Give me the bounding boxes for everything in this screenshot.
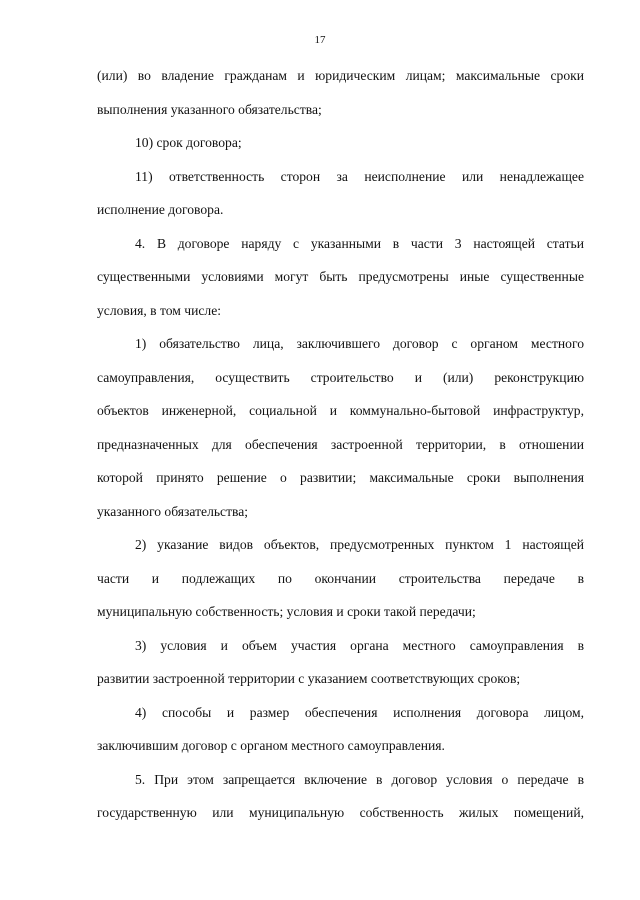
text-line: 11) ответственность сторон за неисполнение или ненадлежащее <box>135 168 584 184</box>
text-line: 3) условия и объем участия органа местного самоуправления в <box>135 637 584 653</box>
page-number: 17 <box>314 34 326 46</box>
text-line: 2) указание видов объектов, предусмотренных пунктом 1 настоящей <box>135 537 584 552</box>
paragraph-continuation <box>97 59 584 126</box>
paragraph-item-3 <box>97 629 584 696</box>
paragraph-section-5 <box>97 763 584 830</box>
paragraph-item-11 <box>97 160 584 227</box>
document-body <box>97 59 584 830</box>
text-line: развитии застроенной территории с указанием соответствующих сроков; <box>97 671 521 686</box>
paragraph-item-4 <box>97 696 584 763</box>
text-line: исполнение договора. <box>97 202 224 217</box>
text-line: существенными условиями могут быть предусмотрены иные существенные <box>97 269 584 284</box>
paragraph-item-2 <box>97 528 584 629</box>
text-line: условия, в том числе: <box>97 302 222 318</box>
text-line: 4. В договоре наряду с указанными в части 3 настоящей статьи <box>135 235 584 251</box>
paragraph-item-10 <box>97 126 584 160</box>
text-line: 4) способы и размер обеспечения исполнения договора лицом, <box>135 704 584 720</box>
text-line: предназначенных для обеспечения застроенной территории, в отношении <box>97 436 584 452</box>
text-line: муниципальную собственность; условия и сроки такой передачи; <box>97 604 476 619</box>
text-line: 5. При этом запрещается включение в договор условия о передаче в <box>135 771 584 787</box>
text-line: указанного обязательства; <box>97 503 249 519</box>
text-line: 10) срок договора; <box>135 135 242 150</box>
paragraph-section-4 <box>97 227 584 328</box>
text-line: государственную или муниципальную собственность жилых помещений, <box>97 805 584 820</box>
text-line: которой принято решение о развитии; максимальные сроки выполнения <box>97 470 584 485</box>
text-line: выполнения указанного обязательства; <box>97 101 322 117</box>
text-line: (или) во владение гражданам и юридическим лицам; максимальные сроки <box>97 68 584 83</box>
text-line: самоуправления, осуществить строительство и (или) реконструкцию <box>97 369 584 385</box>
text-line: части и подлежащих по окончании строительства передаче в <box>97 570 584 586</box>
text-line: объектов инженерной, социальной и коммунально-бытовой инфраструктур, <box>97 403 584 418</box>
text-line: 1) обязательство лица, заключившего договор с органом местного <box>135 336 584 351</box>
text-line: заключившим договор с органом местного самоуправления. <box>97 738 445 753</box>
paragraph-item-1 <box>97 327 584 528</box>
